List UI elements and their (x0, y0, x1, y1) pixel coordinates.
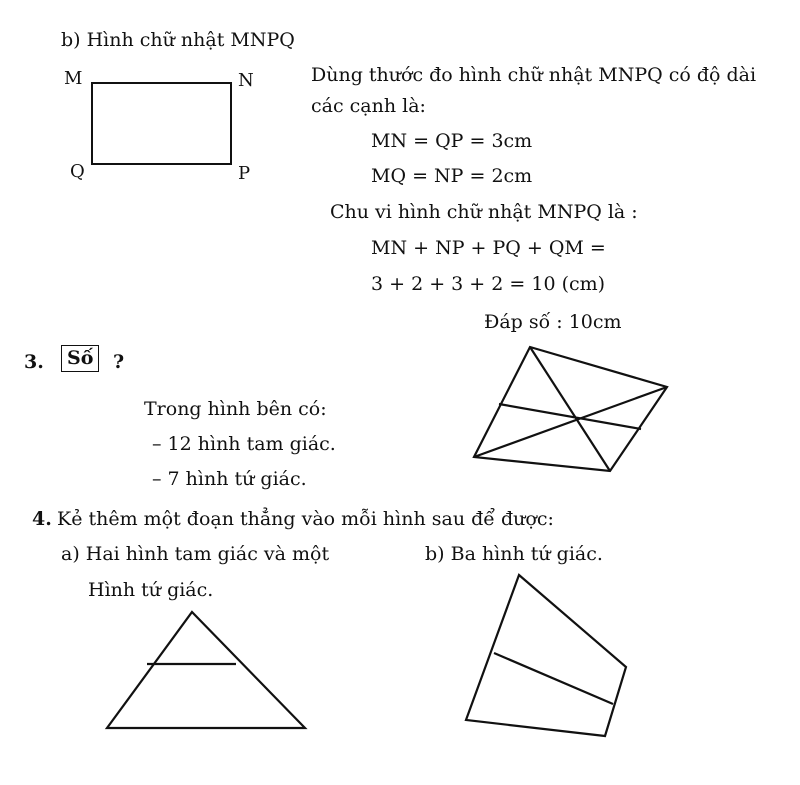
ex4-part-a-line2: Hình tứ giác. (88, 579, 214, 601)
ex3-intro: Trong hình bên có: (144, 398, 327, 420)
ex3-question-mark: ? (113, 351, 125, 373)
part-b-sum-expression: MN + NP + PQ + QM = (371, 237, 606, 259)
ex4-part-b: b) Ba hình tứ giác. (425, 543, 603, 565)
ex4a-triangle (107, 612, 305, 728)
vertex-label-n: N (238, 70, 254, 91)
ex4b-quadrilateral (466, 575, 626, 736)
ex4-instruction: Kẻ thêm một đoạn thẳng vào mỗi hình sau để được: (57, 508, 554, 530)
part-b-text-line1: Dùng thước đo hình chữ nhật MNPQ có độ dài (311, 64, 757, 86)
ex3-boxed-word-text: Số (61, 345, 99, 372)
part-b-heading: b) Hình chữ nhật MNPQ (61, 29, 295, 51)
ex3-boxed-word (61, 349, 99, 368)
part-b-equation-1: MN = QP = 3cm (371, 130, 533, 152)
ex4-part-a-line1: a) Hai hình tam giác và một (61, 543, 330, 565)
ex4b-figure (466, 575, 626, 736)
vertex-label-q: Q (70, 161, 85, 182)
ex3-item-triangles: – 12 hình tam giác. (152, 433, 336, 455)
ex3-figure (474, 347, 667, 471)
vertex-label-p: P (238, 163, 251, 184)
part-b-equation-2: MQ = NP = 2cm (371, 165, 533, 187)
ex3-number: 3. (24, 351, 44, 373)
part-b-sum-value: 3 + 2 + 3 + 2 = 10 (cm) (371, 273, 606, 295)
ex3-diagonal-1 (530, 347, 610, 471)
vertex-label-m: M (64, 68, 83, 89)
part-b-answer: Đáp số : 10cm (484, 311, 622, 333)
ex3-diagonal-2 (474, 387, 667, 457)
ex4b-segment (494, 653, 613, 704)
ex4a-figure (107, 612, 305, 728)
ex4-number: 4. (32, 508, 52, 530)
rectangle-mnpq (92, 83, 231, 164)
part-b-text-line2: các cạnh là: (311, 95, 426, 117)
part-b-perimeter-intro: Chu vi hình chữ nhật MNPQ là : (330, 201, 638, 223)
ex3-item-quadrilaterals: – 7 hình tứ giác. (152, 468, 307, 490)
